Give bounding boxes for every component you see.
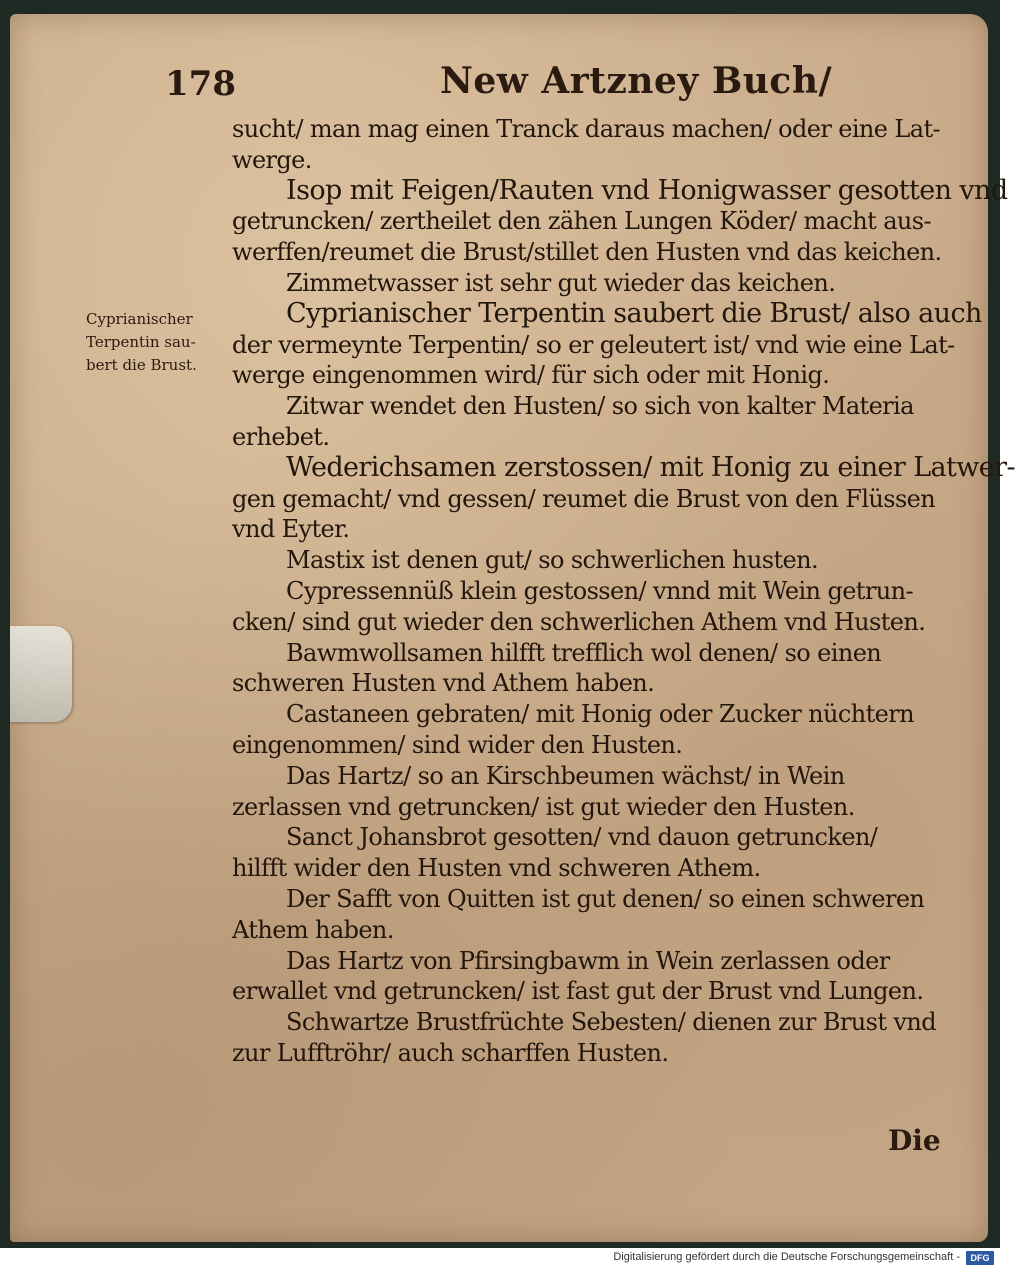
text-line: werge. bbox=[232, 145, 312, 174]
text-line: cken/ sind gut wieder den schwerlichen Athem vnd Husten. bbox=[232, 607, 926, 636]
text-line: erhebet. bbox=[232, 422, 330, 451]
text-line: erwallet vnd getruncken/ ist fast gut der Brust vnd Lungen. bbox=[232, 977, 924, 1006]
text-line: schweren Husten vnd Athem haben. bbox=[232, 669, 655, 698]
funding-credit: Digitalisierung gefördert durch die Deutsche Forschungsgemeinschaft - bbox=[613, 1251, 960, 1263]
text-line: Das Hartz von Pfirsingbawm in Wein zerlassen oder bbox=[286, 946, 890, 975]
text-line: werffen/reumet die Brust/stillet den Husten vnd das keichen. bbox=[232, 238, 942, 267]
text-line: zur Lufftröhr/ auch scharffen Husten. bbox=[232, 1038, 669, 1067]
body-text bbox=[232, 114, 1015, 1069]
page-number: 178 bbox=[165, 64, 236, 104]
text-line: Wederichsamen zerstossen/ mit Honig zu einer Latwer- bbox=[286, 451, 1015, 483]
text-line: Cypressennüß klein gestossen/ vnnd mit Wein getrun- bbox=[286, 576, 913, 605]
text-line: gen gemacht/ vnd gessen/ reumet die Brust von den Flüssen bbox=[232, 484, 936, 513]
text-line: Castaneen gebraten/ mit Honig oder Zucker nüchtern bbox=[286, 700, 914, 729]
margin-note-line: Terpentin sau- bbox=[86, 333, 196, 351]
text-line: zerlassen vnd getruncken/ ist gut wieder den Husten. bbox=[232, 792, 855, 821]
margin-note-line: Cyprianischer bbox=[86, 310, 193, 328]
text-line: Cyprianischer Terpentin saubert die Brust/ also auch bbox=[286, 297, 982, 329]
text-line: vnd Eyter. bbox=[232, 515, 350, 544]
text-line: werge eingenommen wird/ für sich oder mit Honig. bbox=[232, 361, 830, 390]
footer-bar bbox=[0, 1248, 1000, 1269]
running-head: New Artzney Buch/ bbox=[440, 60, 833, 102]
text-line: Isop mit Feigen/Rauten vnd Honigwasser gesotten vnd bbox=[286, 174, 1008, 206]
dfg-logo: DFG bbox=[966, 1251, 994, 1265]
text-line: Zitwar wendet den Husten/ so sich von kalter Materia bbox=[286, 392, 914, 421]
text-line: Mastix ist denen gut/ so schwerlichen husten. bbox=[286, 546, 818, 575]
text-line: eingenommen/ sind wider den Husten. bbox=[232, 730, 683, 759]
text-line: getruncken/ zertheilet den zähen Lungen Köder/ macht aus- bbox=[232, 207, 931, 236]
text-line: sucht/ man mag einen Tranck daraus machen/ oder eine Lat- bbox=[232, 115, 941, 143]
page-clip bbox=[10, 626, 72, 722]
text-line: hilfft wider den Husten vnd schweren Athem. bbox=[232, 854, 761, 883]
text-line: der vermeynte Terpentin/ so er geleutert ist/ vnd wie eine Lat- bbox=[232, 330, 955, 359]
catchword: Die bbox=[888, 1124, 941, 1157]
text-line: Der Safft von Quitten ist gut denen/ so einen schweren bbox=[286, 884, 925, 913]
text-line: Bawmwollsamen hilfft trefflich wol denen/ so einen bbox=[286, 638, 882, 667]
text-line: Athem haben. bbox=[232, 915, 394, 944]
margin-note bbox=[86, 308, 226, 377]
text-line: Das Hartz/ so an Kirschbeumen wächst/ in Wein bbox=[286, 761, 845, 790]
margin-note-line: bert die Brust. bbox=[86, 356, 197, 374]
text-line: Schwartze Brustfrüchte Sebesten/ dienen zur Brust vnd bbox=[286, 1008, 936, 1037]
text-line: Zimmetwasser ist sehr gut wieder das keichen. bbox=[286, 268, 836, 297]
text-line: Sanct Johansbrot gesotten/ vnd dauon getruncken/ bbox=[286, 823, 878, 852]
